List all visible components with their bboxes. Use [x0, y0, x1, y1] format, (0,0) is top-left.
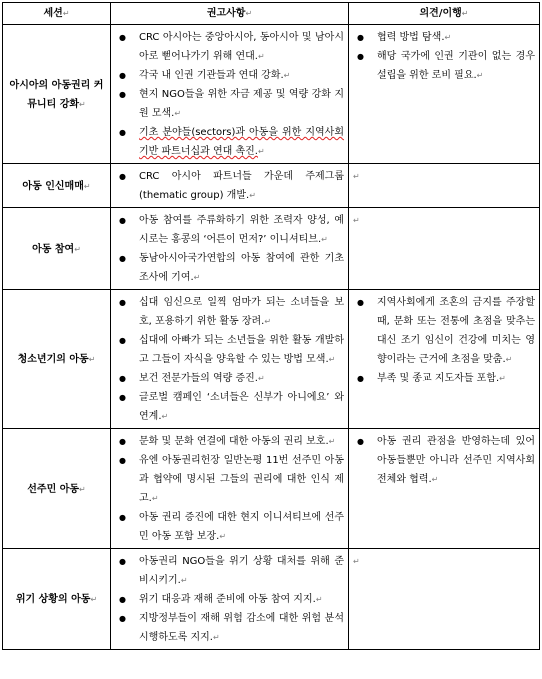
- recommendations-table: [2, 2, 540, 650]
- list-item: ● 보건 전문가들의 역량 증진.↵: [115, 369, 344, 388]
- list-item: ● 각국 내 인권 기관들과 연대 강화.↵: [115, 66, 344, 85]
- list-item: ● 아동 권리 증진에 대한 현지 이니셔티브에 선주민 아동 포함 보장.↵: [115, 508, 344, 546]
- recommendations-cell: [111, 208, 349, 290]
- recommendations-cell: [111, 549, 349, 650]
- recommendations-cell: [111, 25, 349, 164]
- header-row: [3, 3, 540, 25]
- header-session: 세션↵: [3, 3, 111, 25]
- comments-cell: [349, 429, 540, 549]
- table-row: [3, 164, 540, 208]
- list-item: ● 지방정부들이 재해 위험 감소에 대한 위험 분석 시행하도록 지지.↵: [115, 609, 344, 647]
- comments-cell: [349, 164, 540, 208]
- section-cell: 아시아의 아동권리 커뮤니티 강화↵: [3, 25, 111, 164]
- header-recommendations: 권고사항↵: [111, 3, 349, 25]
- paragraph-mark: ↵: [353, 172, 360, 181]
- comments-cell: [349, 208, 540, 290]
- list-item: ● 동남아시아국가연합의 아동 참여에 관한 기초 조사에 기여.↵: [115, 249, 344, 287]
- table-row: [3, 208, 540, 290]
- list-item: ● 기초 분야들(sectors)과 아동을 위한 지역사회기반 파트너십과 연대 촉진.↵: [115, 123, 344, 161]
- list-item: ● 현지 NGO들을 위한 자금 제공 및 역량 강화 지원 모색.↵: [115, 85, 344, 123]
- list-item: ● 지역사회에게 조혼의 금지를 주장할 때, 문화 또는 전통에 초점을 맞추는 대신 조기 임신이 건강에 미치는 영향이라는 근거에 초점을 맞춤.↵: [353, 293, 535, 369]
- section-cell: 위기 상황의 아동↵: [3, 549, 111, 650]
- table-row: [3, 290, 540, 429]
- comments-cell: [349, 290, 540, 429]
- list-item: ● 부족 및 종교 지도자들 포함.↵: [353, 369, 535, 388]
- table-row: [3, 429, 540, 549]
- header-comments: 의견/이행↵: [349, 3, 540, 25]
- section-cell: 청소년기의 아동↵: [3, 290, 111, 429]
- list-item: ● 위기 대응과 재해 준비에 아동 참여 지지.↵: [115, 590, 344, 609]
- paragraph-mark: ↵: [353, 557, 360, 566]
- list-item: ● CRC 아시아 파트너들 가운데 주제그룹(thematic group) 개발.↵: [115, 167, 344, 205]
- comments-cell: [349, 25, 540, 164]
- recommendations-cell: [111, 290, 349, 429]
- list-item: ● 아동 참여를 주류화하기 위한 조력자 양성, 예시로는 홍콩의 ‘어른이 먼저?’ 이니셔티브.↵: [115, 211, 344, 249]
- list-item: ● 문화 및 문화 연결에 대한 아동의 권리 보호.↵: [115, 432, 344, 451]
- list-item: ● CRC 아시아는 중앙아시아, 동아시아 및 남아시아로 뻗어나가기 위해 연대.↵: [115, 28, 344, 66]
- comments-cell: [349, 549, 540, 650]
- list-item: ● 글로벌 캠페인 ‘소녀들은 신부가 아니에요’ 와 연계.↵: [115, 388, 344, 426]
- list-item: ● 십대 임신으로 일찍 엄마가 되는 소녀들을 보호, 포용하기 위한 활동 장려.↵: [115, 293, 344, 331]
- list-item: ● 아동권리 NGO들을 위기 상황 대처를 위해 준비시키기.↵: [115, 552, 344, 590]
- recommendations-cell: [111, 429, 349, 549]
- section-cell: 아동 인신매매↵: [3, 164, 111, 208]
- list-item: ● 협력 방법 탐색.↵: [353, 28, 535, 47]
- recommendations-cell: [111, 164, 349, 208]
- list-item: ● 해당 국가에 인권 기관이 없는 경우 설립을 위한 로비 필요.↵: [353, 47, 535, 85]
- section-cell: 선주민 아동↵: [3, 429, 111, 549]
- table-row: [3, 549, 540, 650]
- list-item: ● 유엔 아동권리헌장 일반논평 11번 선주민 아동과 협약에 명시된 그들의 권리에 대한 인식 제고.↵: [115, 451, 344, 508]
- section-cell: 아동 참여↵: [3, 208, 111, 290]
- table-row: [3, 25, 540, 164]
- list-item: ● 아동 권리 관점을 반영하는데 있어 아동들뿐만 아니라 선주민 지역사회 전체와 협력.↵: [353, 432, 535, 489]
- list-item: ● 십대에 아빠가 되는 소년들을 위한 활동 개발하고 그들이 자식을 양육할 수 있는 방법 모색.↵: [115, 331, 344, 369]
- paragraph-mark: ↵: [353, 216, 360, 225]
